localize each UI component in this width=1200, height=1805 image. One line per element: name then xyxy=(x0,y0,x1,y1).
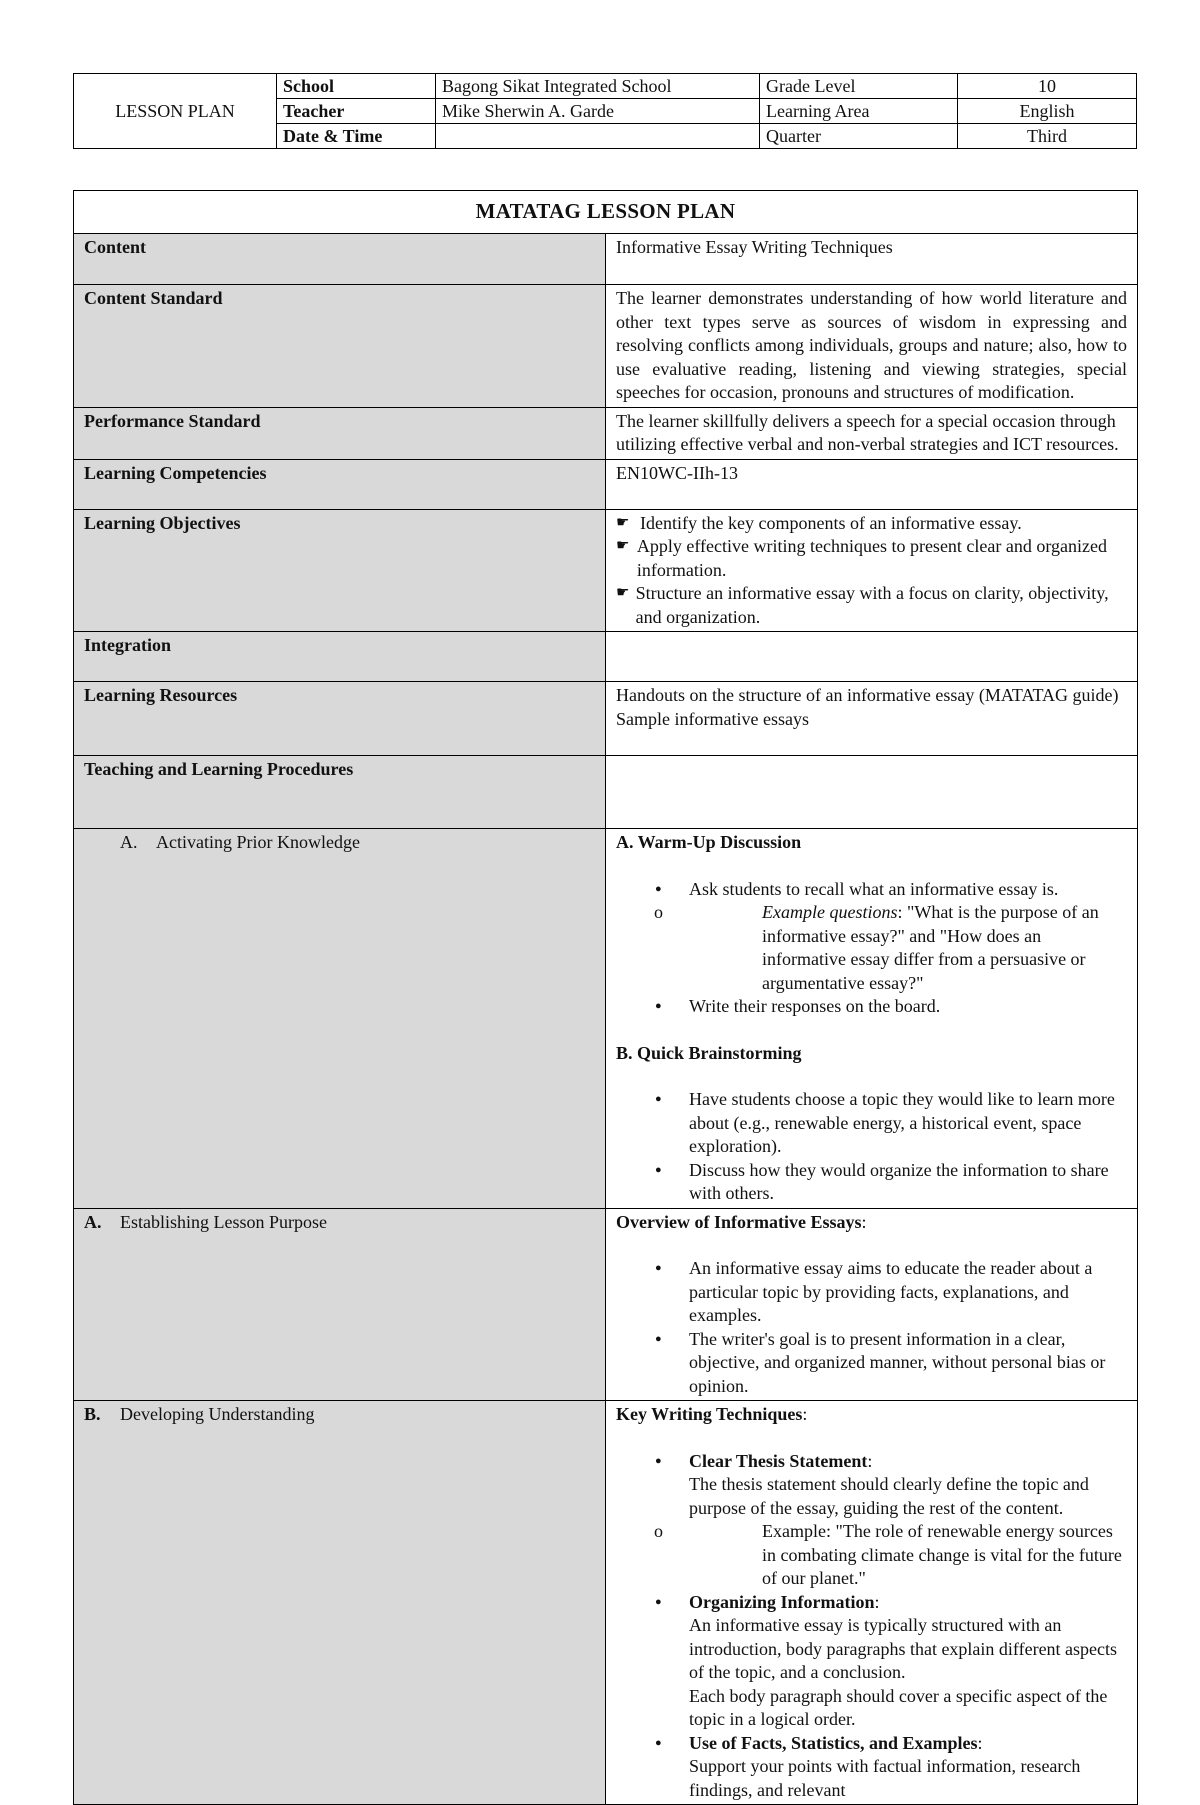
objective-item: ☛ Identify the key components of an informative essay. xyxy=(616,512,1127,536)
establishing-label: Establishing Lesson Purpose xyxy=(120,1211,327,1232)
objective-item: ☛ Structure an informative essay with a focus on clarity, objectivity, and organization. xyxy=(616,582,1127,629)
example-questions: o Example questions: "What is the purpose of an informative essay?" and "How does an informative essay differ from a persuasive or argumentative essay?" xyxy=(616,901,1127,995)
integration-label: Integration xyxy=(74,632,606,682)
learning-area-value: English xyxy=(958,99,1137,124)
date-time-value xyxy=(436,124,760,149)
school-key: School xyxy=(277,74,436,99)
list-item: ● Ask students to recall what an informative essay is. o Example questions: "What is the purpose of an informative essay?" and "How does an informative essay differ from a persuasive or argumentative essay?" xyxy=(616,878,1127,996)
competencies-label: Learning Competencies xyxy=(74,459,606,509)
hand-pointer-icon: ☛ xyxy=(616,585,630,601)
content-standard-value: The learner demonstrates understanding of how world literature and other text types serve as sources of wisdom in expressing and resolving conflicts among individuals, groups and nature; also, how to use evaluative reading, listening and viewing strategies, special speeches for occasion, pronouns and structures of modification. xyxy=(606,285,1138,408)
performance-standard-value: The learner skillfully delivers a speech for a special occasion through utilizing effective verbal and non-verbal strategies and ICT resources. xyxy=(606,407,1138,459)
integration-value xyxy=(606,632,1138,682)
teacher-value: Mike Sherwin A. Garde xyxy=(436,99,760,124)
learning-area-key: Learning Area xyxy=(760,99,958,124)
warmup-list xyxy=(616,878,1127,1019)
thesis-example: o Example: "The role of renewable energy sources in combating climate change is vital for the future of our planet." xyxy=(616,1520,1127,1591)
list-item: ● Have students choose a topic they would like to learn more about (e.g., renewable energy, a historical event, space exploration). xyxy=(616,1088,1127,1159)
content-label: Content xyxy=(74,234,606,285)
activating-label: Activating Prior Knowledge xyxy=(156,832,360,852)
developing-cell xyxy=(74,1401,606,1805)
techniques-list xyxy=(616,1450,1127,1803)
developing-content: Key Writing Techniques: ● Clear Thesis Statement: The thesis statement should clearly define the topic and purpose of the essay, guiding the rest of the content. o Example: "The role of renewable energy sources in combating climate change is vital for the future of our planet." ● Organizing Information: An informative essay is typically structured with an introduction, body paragraphs that explain different aspects of the topic, and a conclusion. Each body paragraph should cover a specific aspect of the topic in a logical order. ● Use of Facts, Statistics, and Examples: Support your points with factual information, research findings, and relevant xyxy=(606,1401,1138,1805)
establishing-content: Overview of Informative Essays: ● An informative essay aims to educate the reader about a particular topic by providing facts, explanations, and examples. ● The writer's goal is to present information in a clear, objective, and organized manner, without personal bias or opinion. xyxy=(606,1208,1138,1401)
resources-label: Learning Resources xyxy=(74,682,606,756)
list-item: ● Organizing Information: An informative essay is typically structured with an introduction, body paragraphs that explain different aspects of the topic, and a conclusion. Each body paragraph should cover a specific aspect of the topic in a logical order. xyxy=(616,1591,1127,1732)
hand-pointer-icon: ☛ xyxy=(616,514,630,531)
establishing-cell xyxy=(74,1208,606,1401)
date-time-key: Date & Time xyxy=(277,124,436,149)
quarter-key: Quarter xyxy=(760,124,958,149)
content-standard-label: Content Standard xyxy=(74,285,606,408)
resource-item: Handouts on the structure of an informative essay (MATATAG guide) xyxy=(616,685,1119,705)
step-number: B. xyxy=(84,1404,101,1424)
techniques-title: Key Writing Techniques xyxy=(616,1404,803,1424)
objectives-list xyxy=(606,509,1138,632)
list-item: ● Clear Thesis Statement: The thesis statement should clearly define the topic and purpose of the essay, guiding the rest of the content. o Example: "The role of renewable energy sources in combating climate change is vital for the future of our planet." xyxy=(616,1450,1127,1591)
overview-title: Overview of Informative Essays xyxy=(616,1211,862,1232)
grade-level-value: 10 xyxy=(958,74,1137,99)
brainstorm-list xyxy=(616,1088,1127,1206)
objectives-label: Learning Objectives xyxy=(74,509,606,632)
resource-item: Sample informative essays xyxy=(616,708,809,729)
activating-content xyxy=(606,829,1138,1209)
performance-standard-label: Performance Standard xyxy=(74,407,606,459)
warmup-title: A. Warm-Up Discussion xyxy=(616,832,802,852)
content-value: Informative Essay Writing Techniques xyxy=(606,234,1138,285)
step-number: A. xyxy=(120,832,138,852)
list-item: ● The writer's goal is to present information in a clear, objective, and organized manner, without personal bias or opinion. xyxy=(616,1328,1127,1399)
developing-label: Developing Understanding xyxy=(120,1404,315,1424)
procedures-label: Teaching and Learning Procedures xyxy=(74,756,606,829)
competencies-value: EN10WC-IIh-13 xyxy=(606,459,1138,509)
list-item: ● Use of Facts, Statistics, and Examples: Support your points with factual information, research findings, and relevant xyxy=(616,1732,1127,1803)
procedures-value xyxy=(606,756,1138,829)
header-table xyxy=(73,73,1137,149)
lesson-plan-label: LESSON PLAN xyxy=(74,74,277,149)
hand-pointer-icon: ☛ xyxy=(616,538,630,554)
teacher-key: Teacher xyxy=(277,99,436,124)
school-value: Bagong Sikat Integrated School xyxy=(436,74,760,99)
overview-list xyxy=(616,1257,1127,1398)
objective-item: ☛ Apply effective writing techniques to present clear and organized information. xyxy=(616,535,1127,582)
list-item: ● An informative essay aims to educate the reader about a particular topic by providing facts, explanations, and examples. xyxy=(616,1257,1127,1328)
step-number: A. xyxy=(84,1211,102,1232)
activating-cell xyxy=(74,829,606,1209)
lesson-plan-table xyxy=(73,190,1138,1805)
list-item: ● Write their responses on the board. xyxy=(616,995,1127,1019)
quarter-value: Third xyxy=(958,124,1137,149)
brainstorm-title: B. Quick Brainstorming xyxy=(616,1042,802,1063)
grade-level-key: Grade Level xyxy=(760,74,958,99)
list-item: ● Discuss how they would organize the information to share with others. xyxy=(616,1159,1127,1206)
plan-title: MATATAG LESSON PLAN xyxy=(74,191,1138,234)
resources-list xyxy=(606,682,1138,756)
